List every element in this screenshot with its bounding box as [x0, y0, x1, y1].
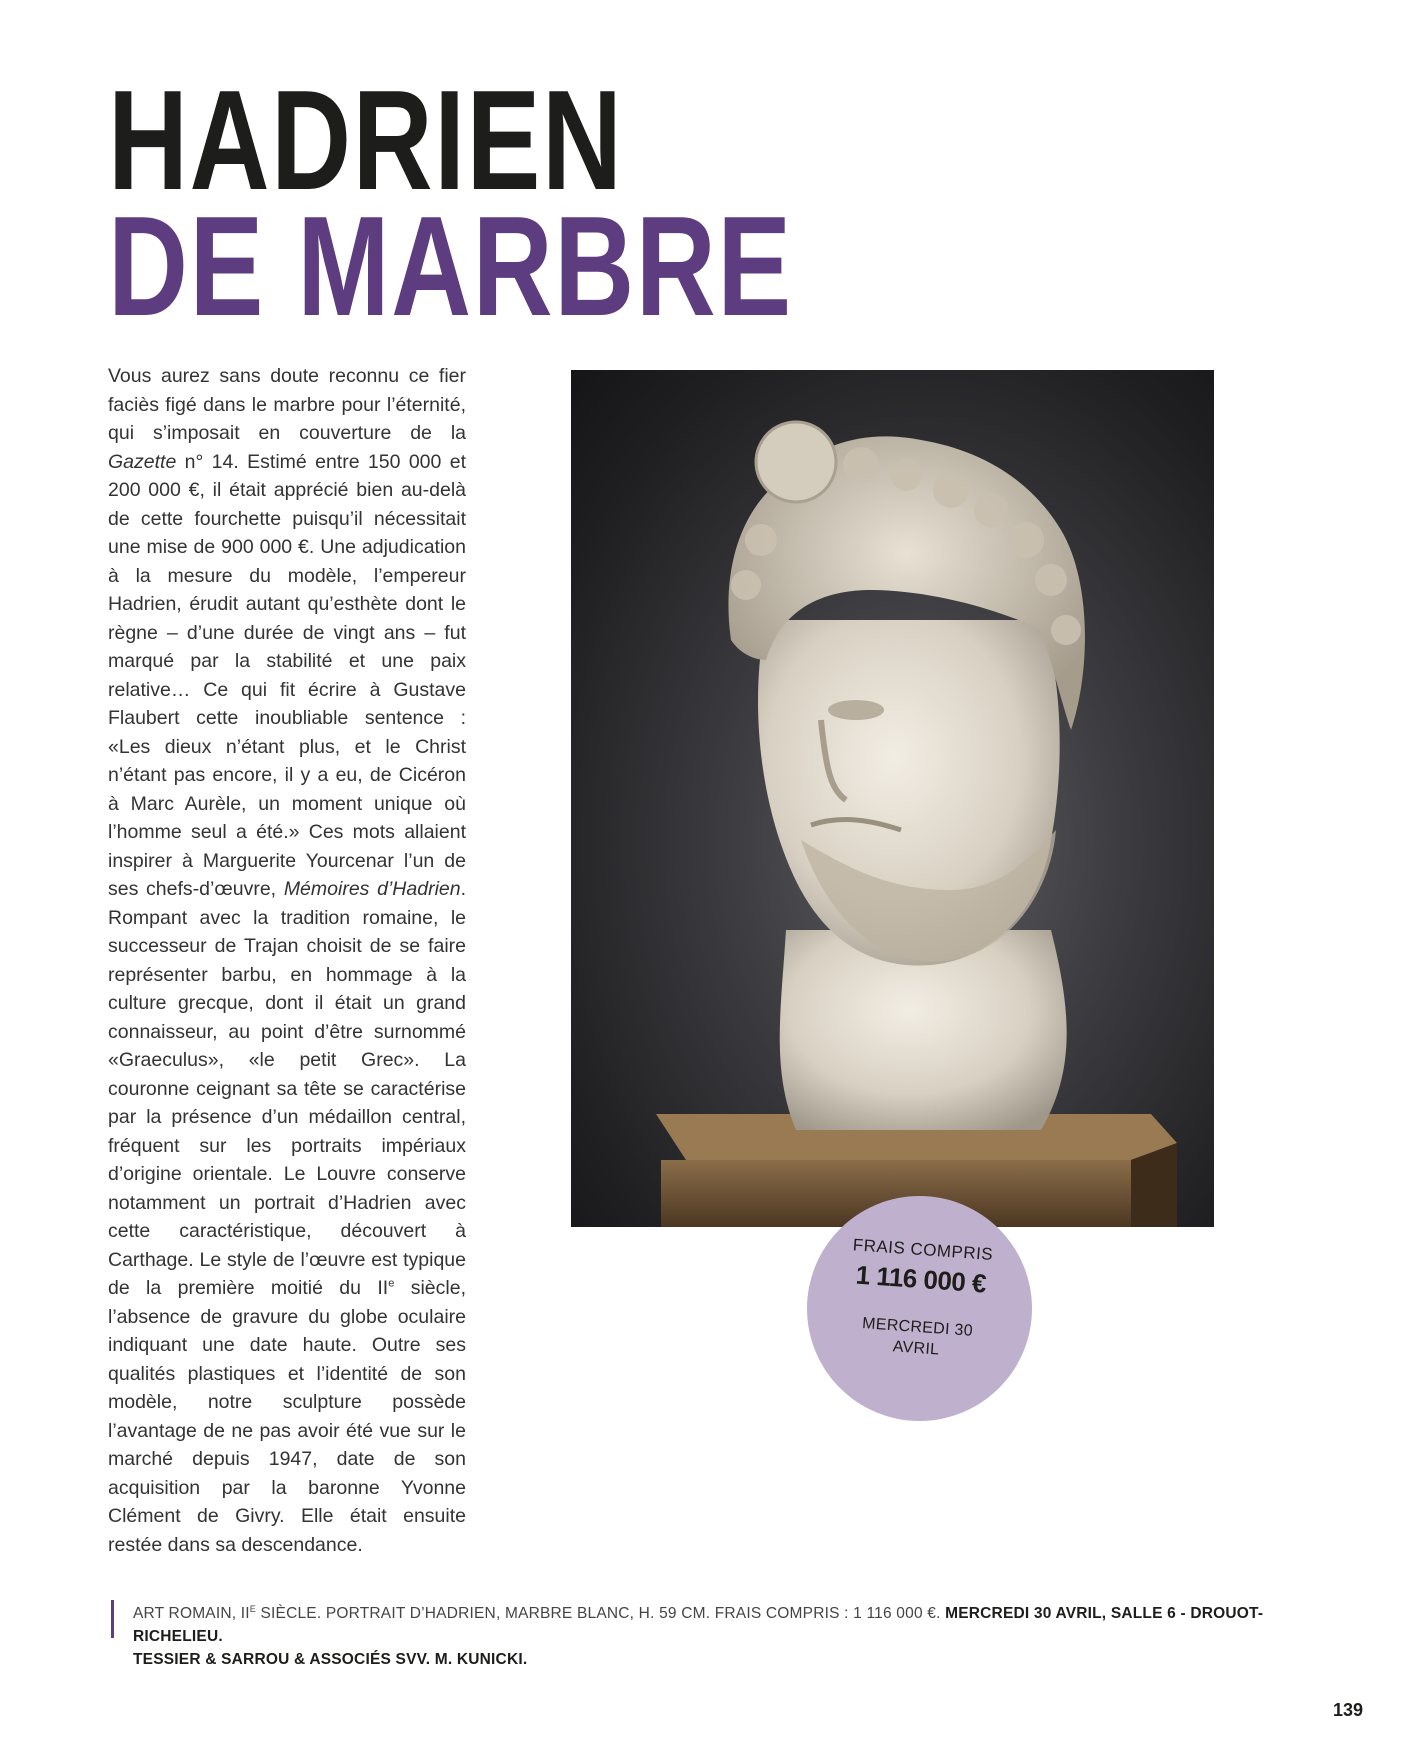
- caption-text-2: SIÈCLE. PORTRAIT D’HADRIEN, MARBRE BLANC, H. 59 CM. FRAIS COMPRIS : 1 116 000 €.: [255, 1605, 946, 1623]
- title-line-1: HADRIEN: [108, 61, 624, 220]
- badge-date-line-2: AVRIL: [892, 1338, 940, 1359]
- caption-bold-1: MERCREDI 30 AVRIL, SALLE 6 - DROUOT-RICHELIEU.: [133, 1605, 1264, 1646]
- price-badge: [807, 1196, 1032, 1421]
- body-italic-memoires: Mémoires d’Hadrien: [283, 878, 461, 900]
- caption-bold-2: TESSIER & SARROU & ASSOCIÉS SVV. M. KUNICKI.: [133, 1651, 528, 1669]
- caption-accent-bar: [111, 1600, 114, 1638]
- caption-text-1: ART ROMAIN, II: [133, 1605, 250, 1623]
- badge-frais-label: FRAIS COMPRIS: [852, 1235, 994, 1265]
- article-body: [108, 362, 466, 1559]
- caption-superscript: E: [249, 1604, 256, 1614]
- body-text-1: Vous aurez sans doute reconnu ce fier faciès figé dans le marbre pour l’éternité, qui s’imposait en couverture de la: [108, 365, 466, 444]
- body-italic-gazette: Gazette: [108, 450, 177, 473]
- body-text-3: . Rompant avec la tradition romaine, le successeur de Trajan choisit de se faire représenter barbu, en hommage à la culture grecque, dont il était un grand connaisseur, au point d’être surnommé «Graeculus», «le petit Grec». La couronne ceignant sa tête se caractérise par la présence d’un médaillon central, fréquent sur les portraits impériaux d’origine orientale. Le Louvre conserve notamment un portrait d’Hadrien avec cette caractéristique, découvert à Carthage. Le style de l’œuvre est typique de la première moitié du II: [108, 878, 467, 1299]
- wreath-medallion: [756, 422, 836, 502]
- body-superscript: e: [388, 1277, 395, 1290]
- badge-date-line-1: MERCREDI 30: [861, 1315, 974, 1340]
- title-line-2: DE MARBRE: [108, 187, 793, 346]
- marble-bust-illustration: [571, 370, 1214, 1227]
- badge-price: 1 116 000 €: [854, 1259, 988, 1299]
- sculpture-photo: [571, 370, 1214, 1227]
- page-number: 139: [1333, 1700, 1364, 1720]
- body-text-4: siècle, l’absence de gravure du globe oculaire indiquant une date haute. Outre ses qualités plastiques et l’identité de son modèle, notre sculpture possède l’avantage de ne pas avoir été vue sur le marché depuis 1947, date de son acquisition par la baronne Yvonne Clément de Givry. Elle était ensuite restée dans sa descendance.: [108, 1277, 466, 1556]
- photo-caption: [133, 1598, 1283, 1671]
- body-text-2: n° 14. Estimé entre 150 000 et 200 000 €, il était apprécié bien au-delà de cette fourchette puisqu’il nécessitait une mise de 900 000 €. Une adjudication à la mesure du modèle, l’empereur Hadrien, érudit autant qu’esthète dont le règne – d’une durée de vingt ans – fut marqué par la stabilité et une paix relative… Ce qui fit écrire à Gustave Flaubert cette inoubliable sentence : «Les dieux n’étant plus, et le Christ n’étant pas encore, il y a eu, de Cicéron à Marc Aurèle, un moment unique où l’homme seul a été.» Ces mots allaient inspirer à Marguerite Yourcenar l’un de ses chefs-d’œuvre,: [108, 450, 466, 900]
- article-title: [108, 61, 793, 346]
